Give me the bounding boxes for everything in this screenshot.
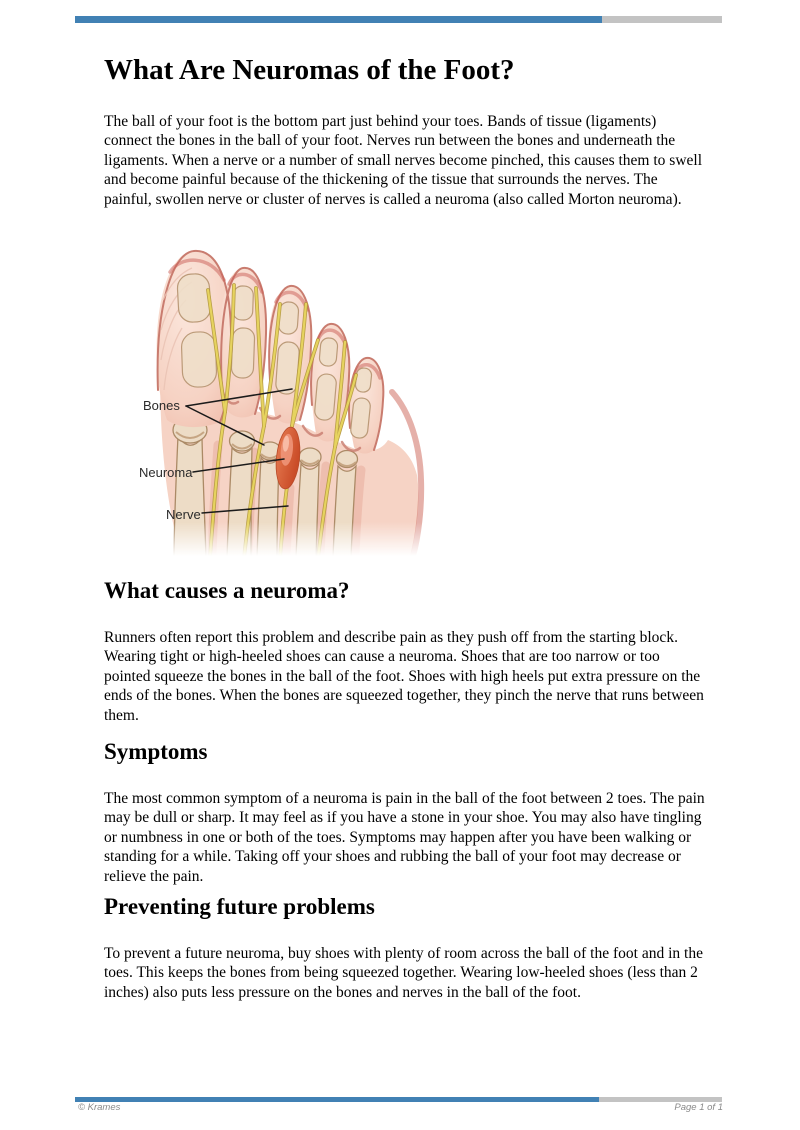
top-accent-bar-gray [602, 16, 722, 23]
footer-accent-bar [75, 1097, 722, 1102]
top-accent-bar-blue [75, 16, 602, 23]
section-body-symptoms: The most common symptom of a neuroma is pain in the ball of the foot between 2 toes. The pain may be dull or sharp. It may feel as if you have a stone in your shoe. You may also have tingling or numbness in one or both of the toes. Symptoms may happen after you have been walking or standing for a while. Taking off your shoes and rubbing the ball of your foot may decrease or relieve the pain. [104, 790, 705, 885]
neuroma-label: Neuroma [139, 465, 193, 480]
copyright-text: © Krames [78, 1102, 121, 1113]
section-heading-symptoms: Symptoms [104, 739, 208, 764]
footer-accent-bar-blue [75, 1097, 599, 1102]
foot-illustration-figure [130, 240, 430, 560]
footer-accent-bar-gray [599, 1097, 722, 1102]
nerve-label: Nerve [166, 507, 201, 522]
section-body-causes: Runners often report this problem and describe pain as they push off from the starting block. Wearing tight or high-heeled shoes can cause a neuroma. Shoes that are too narrow or too pointed squeeze the bones in the ball of the foot. Shoes with high heels put extra pressure on the ends of the bones. When the bones are squeezed together, they pinch the nerve that runs between them. [104, 629, 704, 724]
section-heading-prevent: Preventing future problems [104, 894, 375, 919]
bones-label: Bones [143, 398, 180, 413]
intro-paragraph: The ball of your foot is the bottom part just behind your toes. Bands of tissue (ligaments) connect the bones in the ball of your foot. Nerves run between the bones and underneath the ligaments. When a nerve or a number of small nerves become pinched, this causes them to swell and become painful because of the thickening of the tissue that surrounds the nerves. The painful, swollen nerve or cluster of nerves is called a neuroma (also called Morton neuroma). [104, 113, 703, 208]
section-heading-causes: What causes a neuroma? [104, 578, 350, 603]
top-accent-bar [75, 16, 722, 23]
section-body-prevent: To prevent a future neuroma, buy shoes with plenty of room across the ball of the foot and in the toes. This keeps the bones from being squeezed together. Wearing low-heeled shoes (less than 2 inches) also puts less pressure on the bones and nerves in the ball of the foot. [104, 945, 703, 1001]
page-title: What Are Neuromas of the Foot? [104, 54, 515, 86]
figure-fade [130, 522, 430, 560]
page-number: Page 1 of 1 [674, 1102, 723, 1113]
